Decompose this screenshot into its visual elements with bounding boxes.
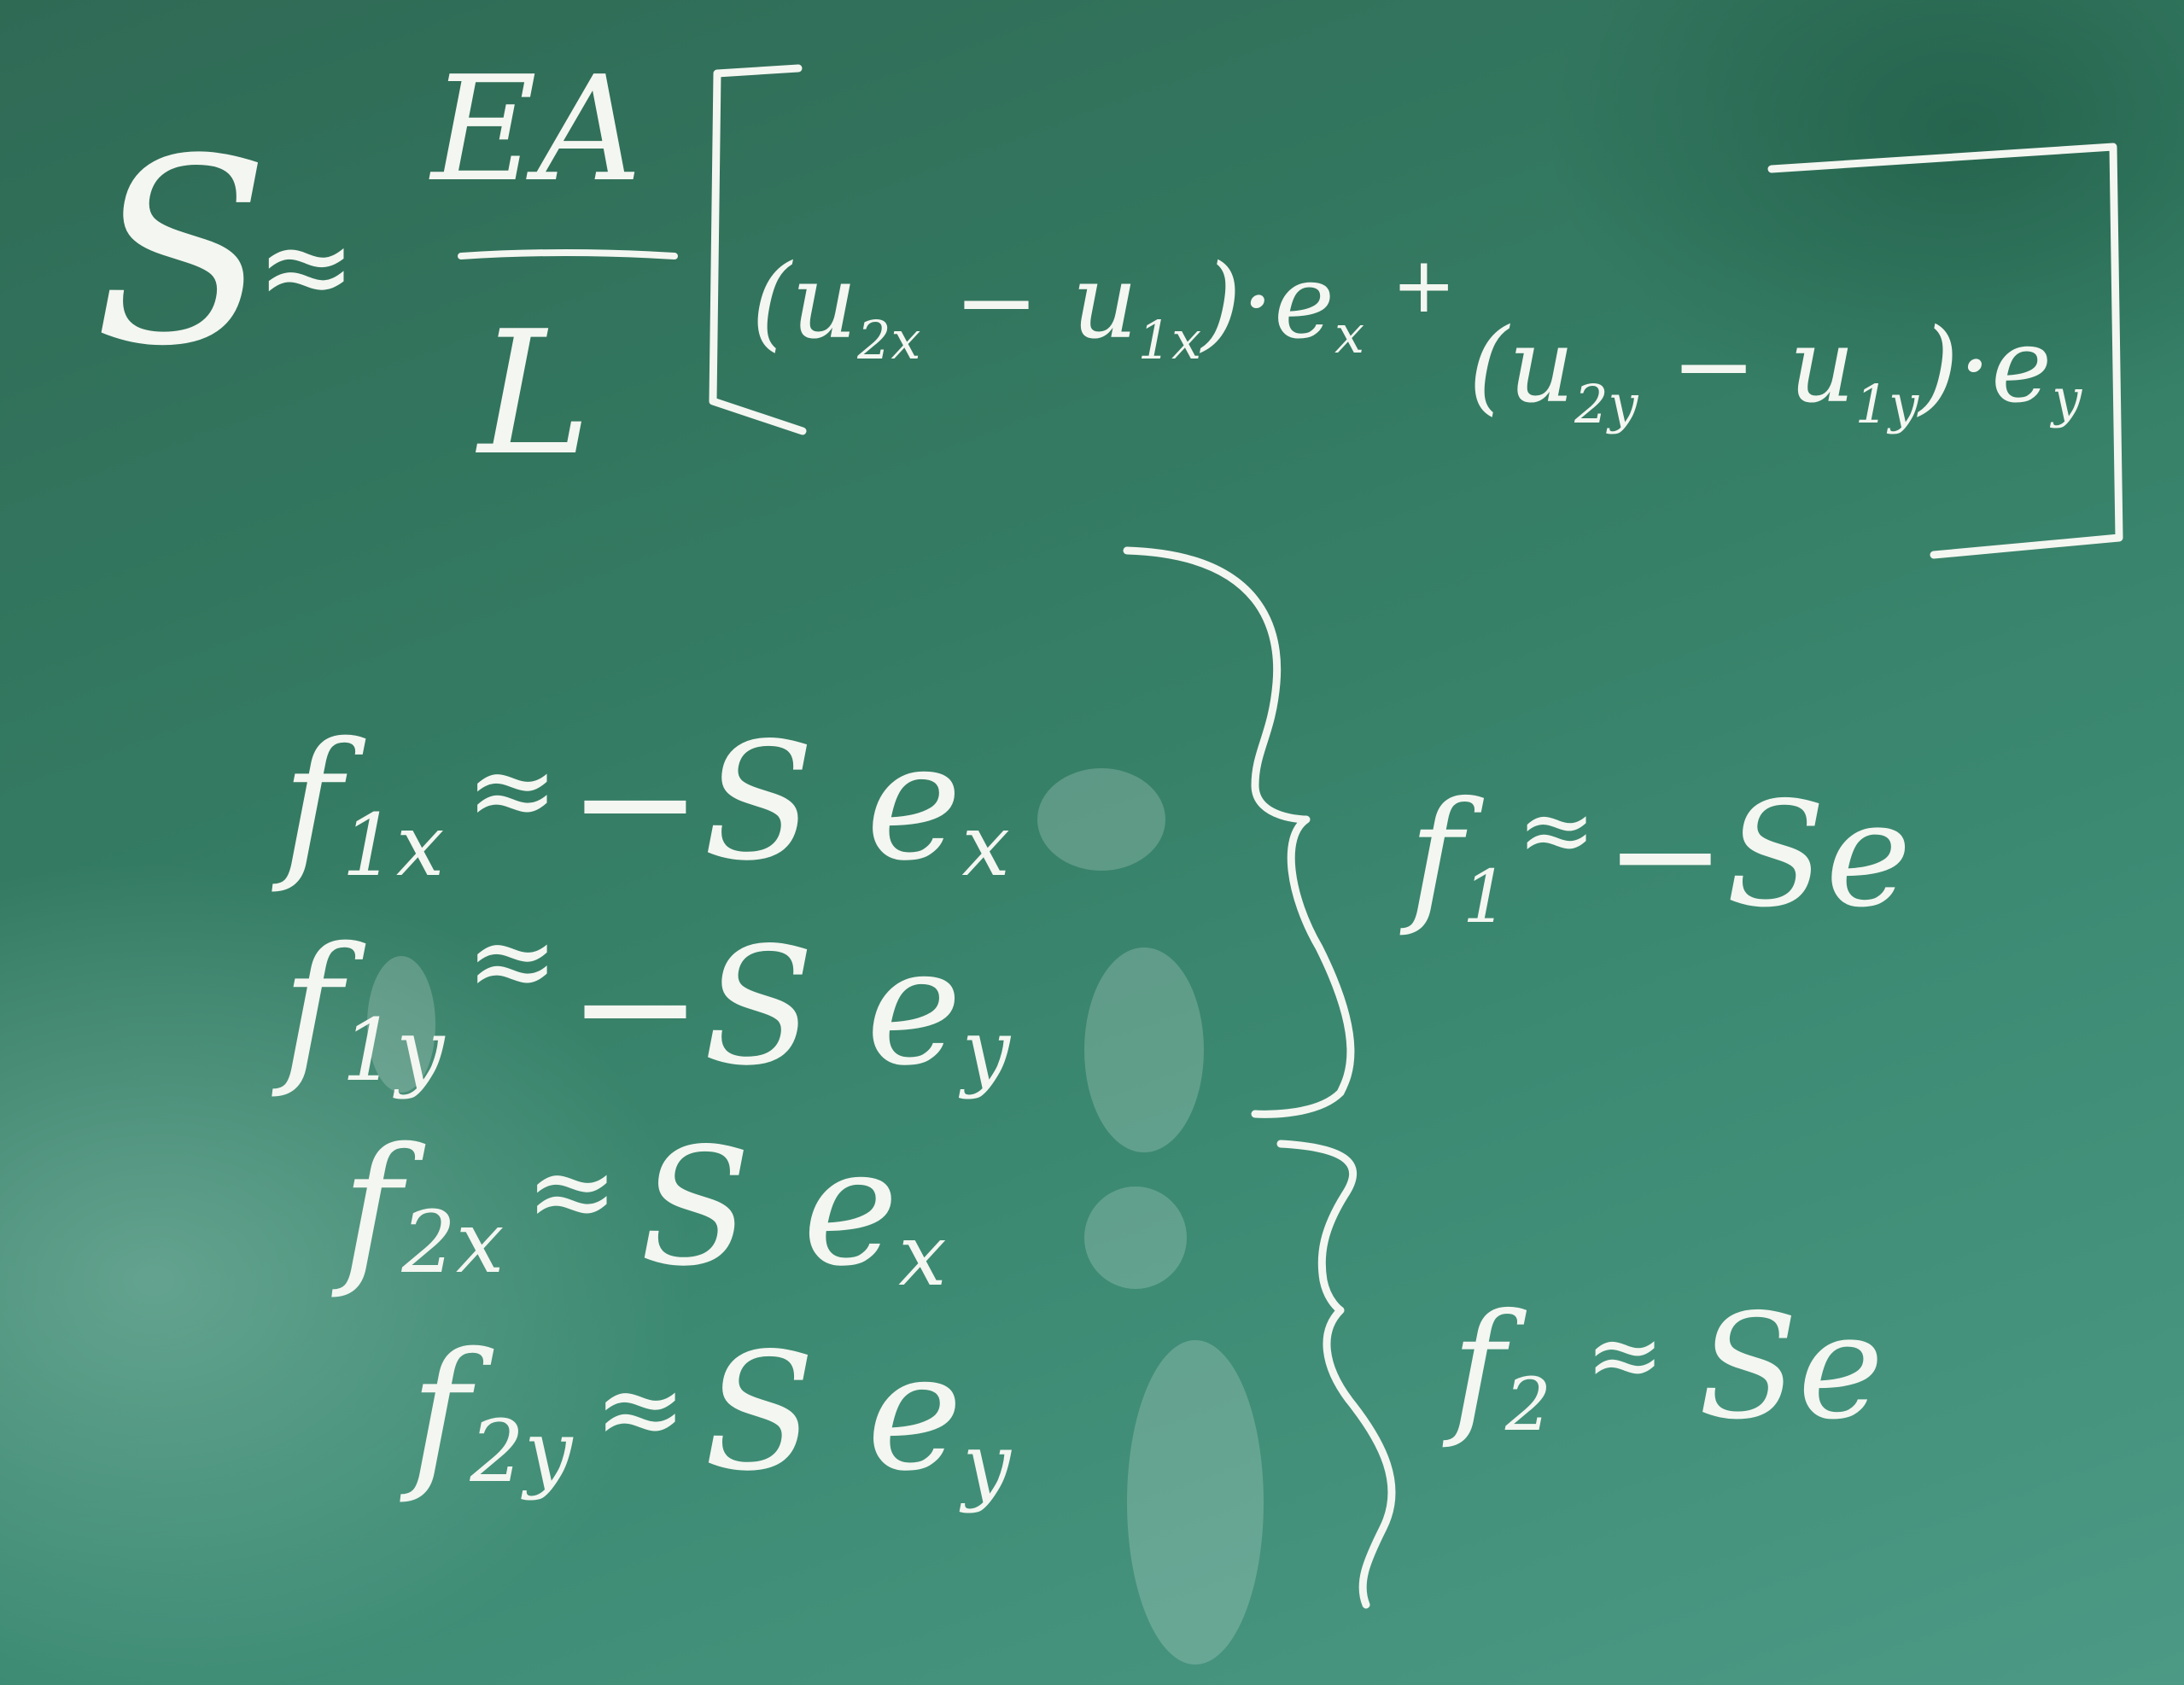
main-formula xyxy=(94,45,2119,555)
formula-lhs: S xyxy=(94,104,270,402)
fraction-bar xyxy=(461,253,674,256)
term-1 xyxy=(751,243,1364,371)
term2-text: $(u_{2y} - u_{1y})\cdot ey$ xyxy=(1469,307,2082,435)
formula-denominator: L xyxy=(478,294,592,493)
summary-equations xyxy=(1399,771,1912,1452)
summary-f2: f2 ≈ Se xyxy=(1451,1283,1884,1452)
smudge xyxy=(1084,947,1204,1152)
plus-sign: + xyxy=(1392,241,1457,330)
curly-brace-bottom xyxy=(1281,1144,1392,1605)
smudge xyxy=(1084,1186,1187,1289)
formula-numerator: EA xyxy=(431,45,642,214)
equation-f2y: f2y ≈ S ey xyxy=(410,1318,1011,1514)
term1-text: $(u_{2x} - u_{1x})\cdot ex$ xyxy=(751,243,1365,371)
summary-f1: f1≈−Se xyxy=(1409,771,1912,940)
equation-f2x: f2x ≈ S ex xyxy=(342,1113,947,1305)
formula-approx: ≈ xyxy=(256,197,357,336)
smudge xyxy=(1037,768,1165,871)
equation-f1y: f1y≈−S ey xyxy=(282,895,1011,1101)
term-2 xyxy=(1469,307,2082,435)
force-equations xyxy=(272,708,1012,1514)
smudge xyxy=(1127,1340,1264,1665)
equation-f1x: f1x ≈−S ex xyxy=(282,708,1010,896)
